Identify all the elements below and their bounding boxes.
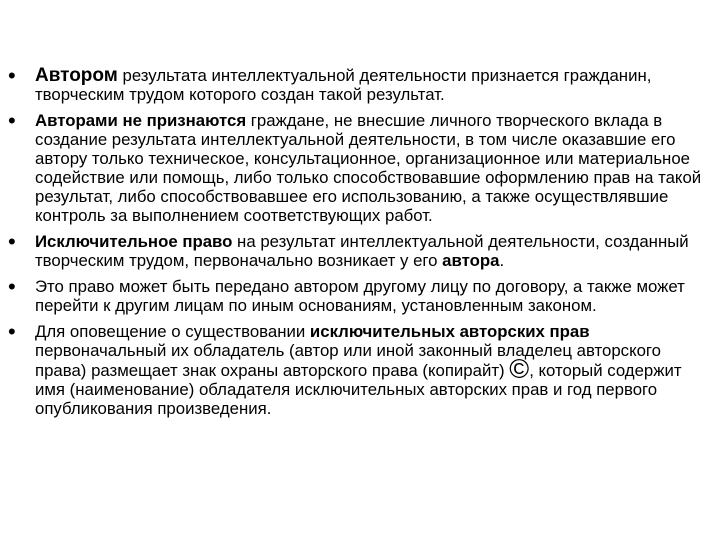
bullet-item-transfer <box>8 274 714 315</box>
bullet-item-copyright-sign <box>8 319 714 418</box>
term-author: Автором <box>35 65 118 86</box>
bullet-marker: • <box>8 63 16 88</box>
bullet-marker: • <box>8 319 16 344</box>
copyright-symbol: © <box>509 354 530 384</box>
term-author-emphasis: автора <box>442 251 500 270</box>
bullet-marker: • <box>8 274 16 299</box>
bullet-marker: • <box>8 229 16 254</box>
bullet-text-continued: первоначальный их обладатель (автор или иной законный владелец авторского права) размещает знак охраны авторского права (копирайт) <box>35 341 662 380</box>
bullet-item-exclusive-right <box>8 229 714 270</box>
term-exclusive-right: Исключительное право <box>35 232 233 251</box>
bullet-item-not-authors <box>8 108 714 225</box>
bullet-marker: • <box>8 108 16 133</box>
bullet-text-end: , который содержит имя (наименование) обладателя исключительных авторских прав и год первого опубликования произведения. <box>35 361 682 418</box>
bullet-text: на результат интеллектуальной деятельности, созданный творческим трудом, первоначально возникает у его <box>35 232 689 270</box>
bullet-text: результата интеллектуальной деятельности признается гражданин, творческим трудом которого создан такой результат. <box>35 66 652 104</box>
bullet-text: граждане, не внесшие личного творческого вклада в создание результата интеллектуальной деятельности, в том числе оказавшие его автору только техническое, консультационное, организационное или материальное содействие или помощь, либо только способствовавшие оформлению прав на такой результат, либо способствовавшее его использованию, а также осуществлявшие контроль за выполнением соответствующих работ. <box>35 111 702 225</box>
term-exclusive-copyright: исключительных авторских прав <box>309 322 590 341</box>
bullet-period: . <box>499 251 505 270</box>
bullet-text: Это право может быть передано автором другому лицу по договору, а также может перейти к другим лицам по иным основаниям, установленным законом. <box>35 277 685 315</box>
bullet-text: Для оповещение о существовании <box>35 322 310 341</box>
bullet-item-author <box>8 63 714 104</box>
term-not-authors: Авторами не признаются <box>35 111 247 130</box>
bullet-list <box>8 63 714 425</box>
